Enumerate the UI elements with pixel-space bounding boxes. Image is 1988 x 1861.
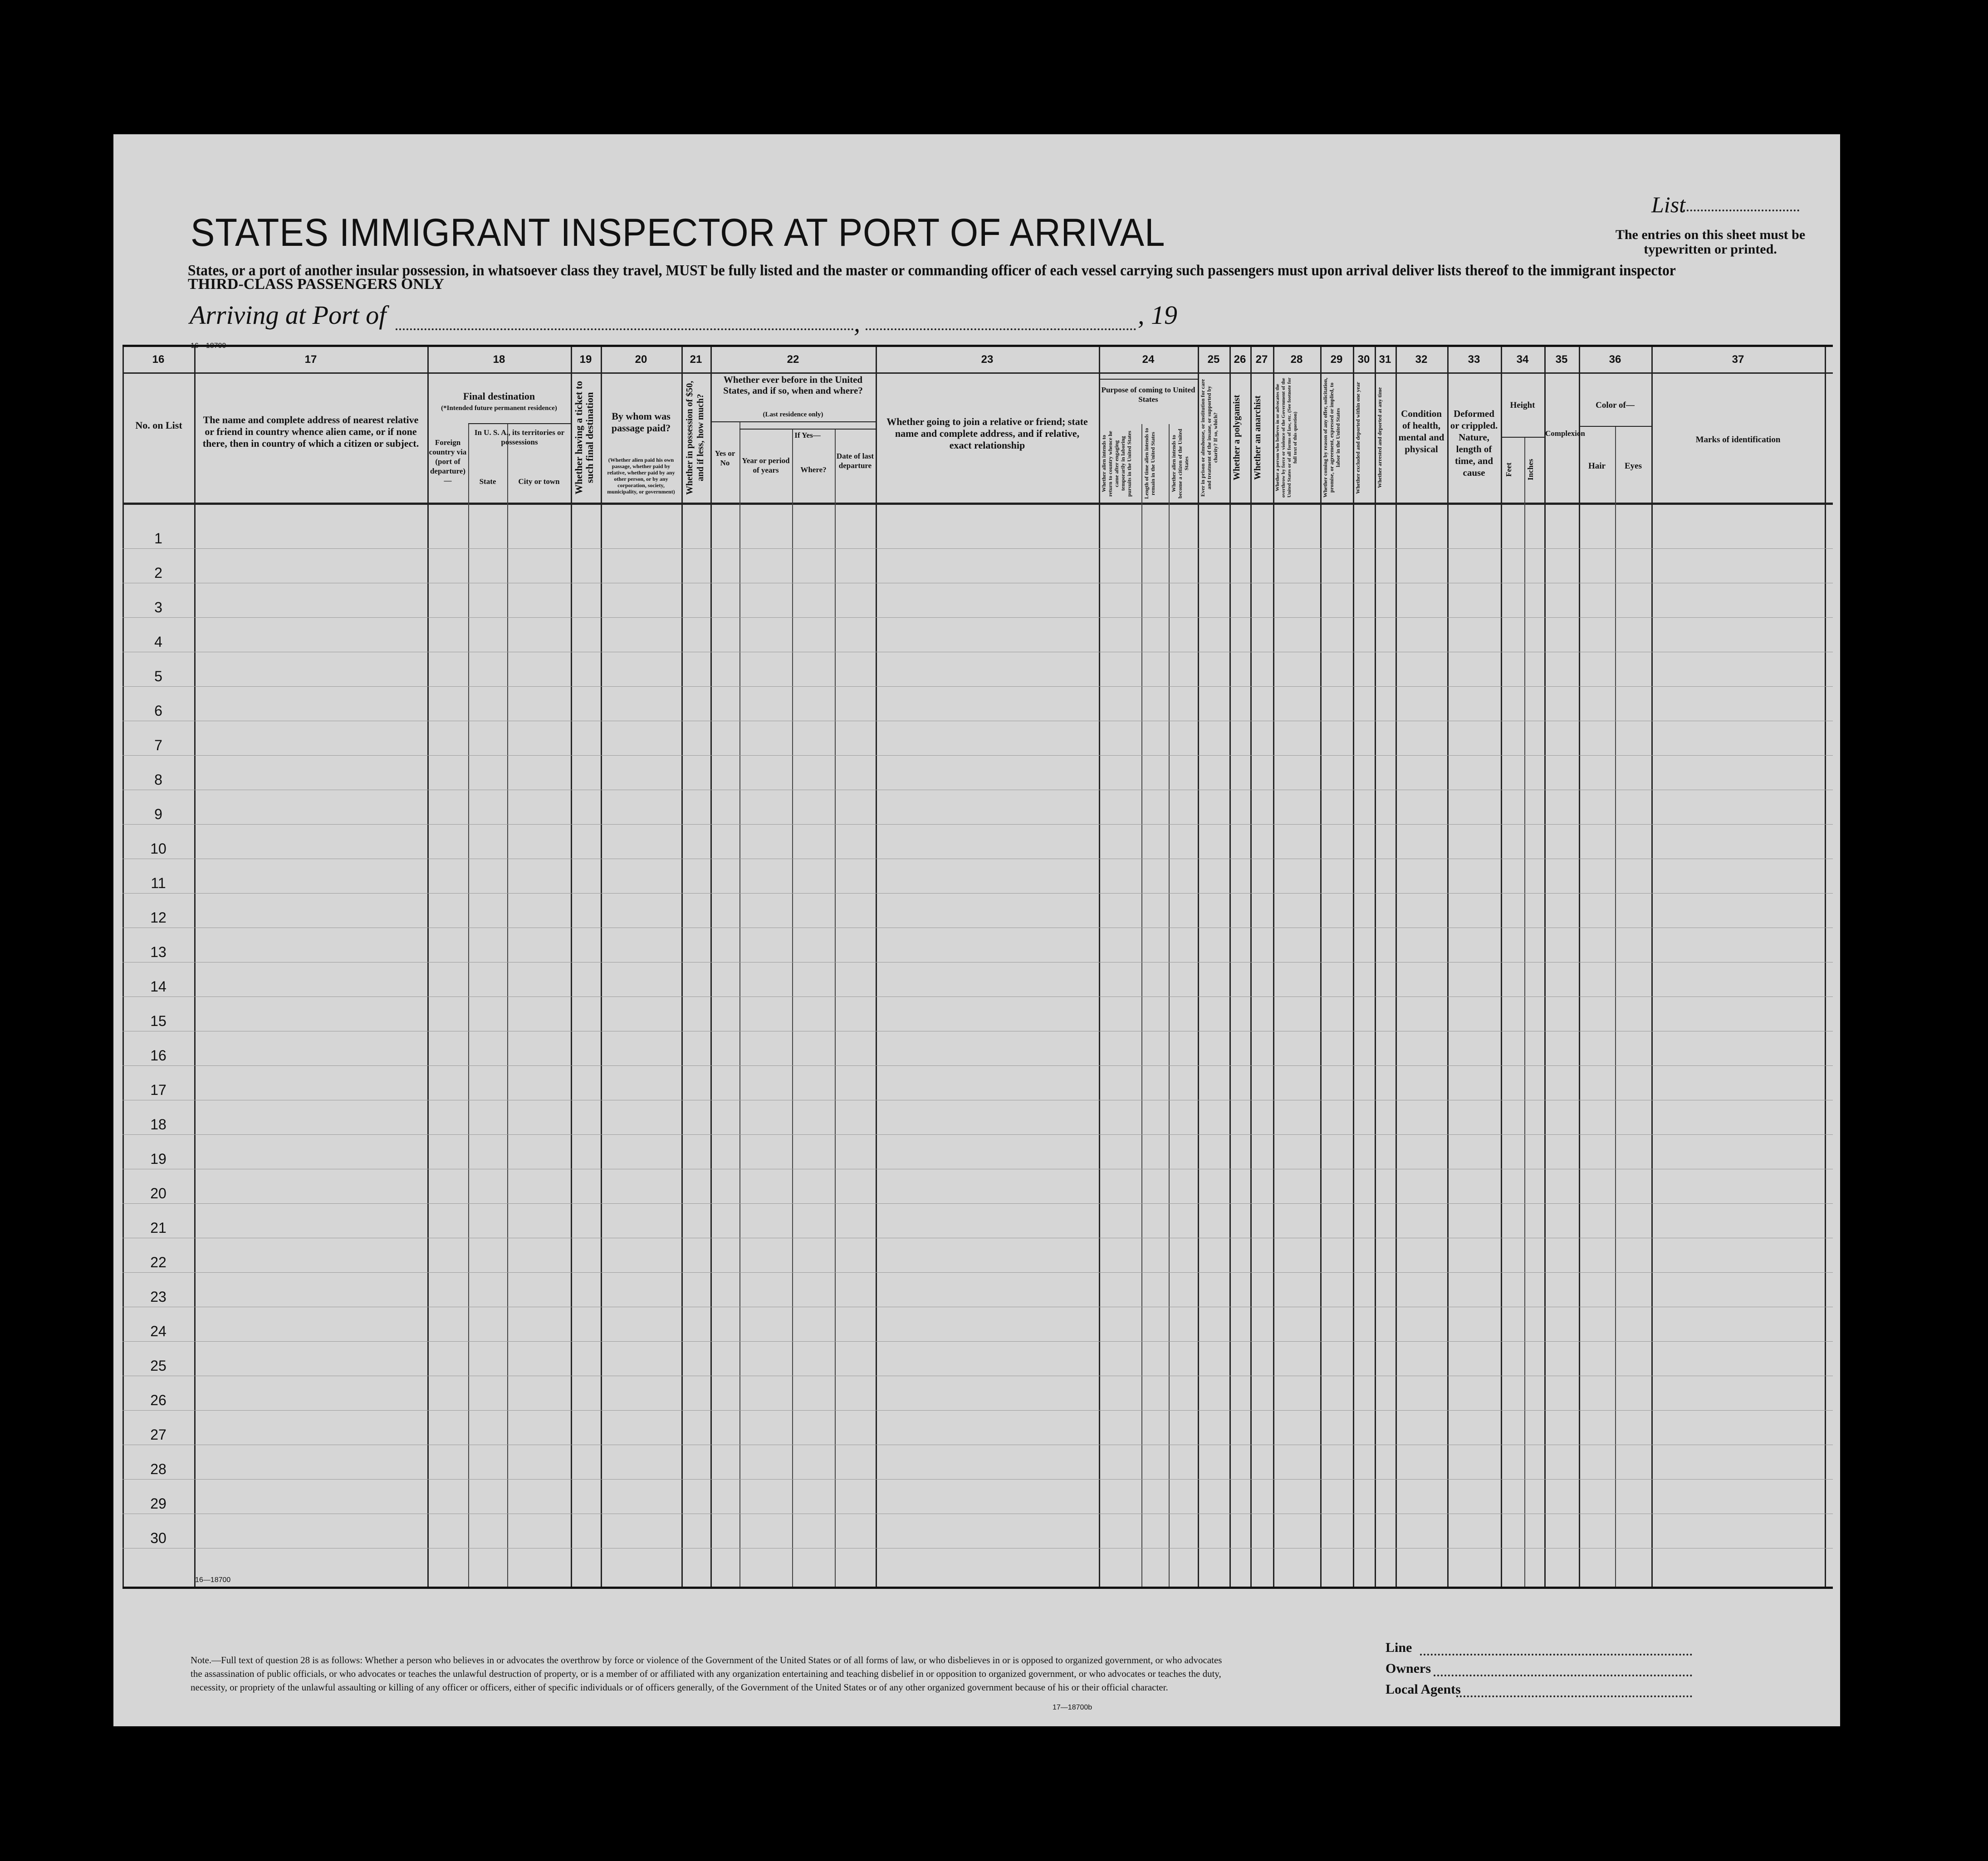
table-row[interactable] xyxy=(122,996,1833,997)
col-26-label: Whether a polygamist xyxy=(1232,395,1242,481)
table-row[interactable] xyxy=(122,1341,1833,1342)
col-37-num: 37 xyxy=(1732,353,1744,366)
row-number: 8 xyxy=(154,772,162,788)
row-number: 14 xyxy=(150,978,166,995)
col-18-foreign: Foreign country via (port of departure)— xyxy=(429,438,467,485)
local-agents-label: Local Agents xyxy=(1386,1682,1461,1697)
col-20-sub: (Whether alien paid his own passage, whether paid by relative, whether paid by any other person, or by any corporation, society, municipality, or government) xyxy=(607,457,675,495)
list-number-field[interactable] xyxy=(1683,210,1799,211)
col-18-label: Final destination xyxy=(463,391,535,402)
line-label: Line xyxy=(1386,1640,1412,1655)
row-number: 6 xyxy=(154,703,162,719)
col-22-label: Whether ever before in the United States, and if so, when and where? xyxy=(723,374,863,396)
col-24-num: 24 xyxy=(1142,353,1155,366)
col-31-num: 31 xyxy=(1379,353,1391,366)
col-23-num: 23 xyxy=(981,353,994,366)
col-32-label: Condition of health, mental and physical xyxy=(1398,408,1444,454)
col-18-num: 18 xyxy=(493,353,505,366)
row-number: 16 xyxy=(150,1047,166,1064)
col-28-num: 28 xyxy=(1290,353,1303,366)
row-number: 21 xyxy=(150,1220,166,1236)
form-number-bottom-left: 16—18700 xyxy=(195,1576,231,1584)
col-29-label: Whether coming by reason of any offer, solicitation, promise, or agreement, expressed or implied, to labor in the United States xyxy=(1322,377,1341,498)
class-line: THIRD-CLASS PASSENGERS ONLY xyxy=(188,276,444,293)
col-35-num: 35 xyxy=(1555,353,1568,366)
table-row[interactable] xyxy=(122,1134,1833,1135)
row-number: 5 xyxy=(154,668,162,684)
col-26-num: 26 xyxy=(1234,353,1246,366)
col-19-num: 19 xyxy=(579,353,592,366)
row-number: 3 xyxy=(154,599,162,615)
table-row[interactable] xyxy=(122,1479,1833,1480)
arriving-label: Arriving at Port of xyxy=(190,300,387,330)
owners-label: Owners xyxy=(1386,1661,1431,1676)
col-32-num: 32 xyxy=(1415,353,1428,366)
col-21-num: 21 xyxy=(690,353,702,366)
col-22-num: 22 xyxy=(787,353,799,366)
col-18-usa: In U. S. A., its territories or possessions xyxy=(474,428,565,446)
page-title: STATES IMMIGRANT INSPECTOR AT PORT OF ARRIVAL xyxy=(191,211,1165,254)
row-number: 28 xyxy=(150,1461,166,1477)
line-field[interactable] xyxy=(1420,1654,1692,1656)
col-16-num: 16 xyxy=(152,353,165,366)
manifest-table xyxy=(122,345,1833,1589)
footnote-q28: Note.—Full text of question 28 is as follows: Whether a person who believes in or advocates the overthrow by force or violence of the Government of the United States or of all forms of law, or who disbelieves in or is opposed to organized government, or who advocates the assassination of public officials, or who advocates or teaches the unlawful destruction of property, or is a member of or affiliated with any organization entertaining and teaching disbelief in or opposition to organized government, or who advocates or teaches the duty, necessity, or propriety of the unlawful assaulting or killing of any officer or officers, either of specific individuals or of officers generally, of the Government of the United States or of any other organized government because of his or their official character. xyxy=(191,1655,1222,1693)
col-35-label: Complexion xyxy=(1545,429,1585,438)
col-24-b: Length of time alien intends to remain in the United States xyxy=(1143,428,1156,499)
col-36-num: 36 xyxy=(1609,353,1621,366)
col-37-label: Marks of identification xyxy=(1695,435,1781,444)
col-33-label: Deformed or crippled. Nature, length of time, and cause xyxy=(1450,408,1498,478)
col-23-label: Whether going to join a relative or friend; state name and complete address, and if relative, exact relationship xyxy=(886,416,1088,451)
col-27-num: 27 xyxy=(1255,353,1268,366)
col-19-label: Whether having a ticket to such final destination xyxy=(573,381,595,495)
row-number: 20 xyxy=(150,1185,166,1202)
row-number: 22 xyxy=(150,1254,166,1270)
row-number: 2 xyxy=(154,565,162,581)
col-25-num: 25 xyxy=(1207,353,1220,366)
row-number: 25 xyxy=(150,1358,166,1374)
col-33-num: 33 xyxy=(1468,353,1480,366)
col-17-num: 17 xyxy=(304,353,317,366)
col-24-label: Purpose of coming to United States xyxy=(1101,386,1195,404)
col-31-label: Whether arrested and deported at any time xyxy=(1376,387,1383,488)
table-row[interactable] xyxy=(122,617,1833,618)
entries-note: The entries on this sheet must be typewritten or printed. xyxy=(1615,227,1806,257)
col-16-label: No. on List xyxy=(135,420,182,431)
col-22-sub: (Last residence only) xyxy=(763,411,823,418)
row-number: 7 xyxy=(154,737,162,753)
row-number: 12 xyxy=(150,909,166,926)
row-number: 27 xyxy=(150,1426,166,1443)
col-27-label: Whether an anarchist xyxy=(1253,396,1263,480)
table-row[interactable] xyxy=(122,1203,1833,1204)
col-22-where: Where? xyxy=(800,465,827,474)
col-20-label: By whom was passage paid? xyxy=(611,410,671,434)
col-30-label: Whether excluded and deported within one year xyxy=(1355,381,1361,494)
form-number-top: 16—18700 xyxy=(191,342,226,350)
col-18-sub: (*Intended future permanent residence) xyxy=(441,405,557,412)
local-agents-field[interactable] xyxy=(1456,1695,1692,1697)
col-22-year: Year or period of years xyxy=(742,456,790,474)
table-row[interactable] xyxy=(122,755,1833,756)
col-30-num: 30 xyxy=(1357,353,1370,366)
form-number-bottom-right: 17—18700b xyxy=(1053,1704,1092,1711)
table-row[interactable] xyxy=(122,1272,1833,1273)
col-18-city: City or town xyxy=(518,477,560,486)
row-number: 26 xyxy=(150,1392,166,1408)
row-number: 1 xyxy=(154,530,162,547)
table-row[interactable] xyxy=(122,824,1833,825)
list-label: List xyxy=(1651,192,1686,217)
table-row[interactable] xyxy=(122,686,1833,687)
subtitle: States, or a port of another insular possession, in whatsoever class they travel, MUST be fully listed and the master or commanding officer of each vessel carrying such passengers must upon arrival deliver lists thereof to the immigrant inspector xyxy=(188,262,1676,279)
row-number: 17 xyxy=(150,1082,166,1098)
col-24-a: Whether alien intends to return to country whence he came after engaging temporarily in laboring pursuits in the United States xyxy=(1101,430,1132,497)
col-36-label: Color of— xyxy=(1596,401,1635,410)
col-34-label: Height xyxy=(1510,401,1535,410)
row-number: 30 xyxy=(150,1530,166,1546)
col-28-label: Whether a person who believes in or advocates the overthrow by force or violence of the Government of the United States or of all forms of law, etc. (See footnote for full text of this question) xyxy=(1275,377,1298,498)
row-number: 9 xyxy=(154,806,162,822)
row-number: 15 xyxy=(150,1013,166,1029)
row-number: 11 xyxy=(151,875,166,891)
row-number: 29 xyxy=(150,1495,166,1512)
year-label: , 19 xyxy=(1138,300,1177,330)
col-25-label: Ever in prison or almshouse, or institution for care and treatment of the insane, or supported by charity? If so, which? xyxy=(1200,379,1219,497)
col-34-feet: Feet xyxy=(1504,462,1513,477)
col-22-ifyes: If Yes— xyxy=(794,431,821,440)
row-number: 18 xyxy=(150,1116,166,1133)
table-row[interactable] xyxy=(122,893,1833,894)
col-22-yesno: Yes or No xyxy=(715,449,735,467)
col-34-inches: Inches xyxy=(1526,459,1535,480)
col-36-hair: Hair xyxy=(1588,461,1606,471)
col-29-num: 29 xyxy=(1330,353,1343,366)
col-20-num: 20 xyxy=(635,353,647,366)
col-22-date: Date of last departure xyxy=(836,452,874,470)
col-18-state: State xyxy=(479,477,496,486)
row-number: 24 xyxy=(150,1323,166,1339)
row-number: 4 xyxy=(154,634,162,650)
owners-field[interactable] xyxy=(1434,1675,1692,1676)
table-row[interactable] xyxy=(122,1410,1833,1411)
date-field[interactable] xyxy=(866,328,1136,330)
row-number: 13 xyxy=(150,944,166,960)
row-number: 19 xyxy=(150,1151,166,1167)
manifest-sheet xyxy=(113,134,1840,1726)
col-34-num: 34 xyxy=(1516,353,1529,366)
col-21-label: Whether in possession of $50, and if less, how much? xyxy=(685,381,705,495)
col-17-label: The name and complete address of nearest relative or friend in country whence alien came, or if none there, then in country of which a citizen or subject. xyxy=(202,414,419,449)
col-24-c: Whether alien intends to become a citizen of the United States xyxy=(1170,429,1190,498)
port-field[interactable] xyxy=(396,328,854,330)
table-row[interactable] xyxy=(122,548,1833,549)
row-number: 10 xyxy=(150,840,166,857)
row-number: 23 xyxy=(150,1289,166,1305)
table-row[interactable] xyxy=(122,1065,1833,1066)
col-36-eyes: Eyes xyxy=(1625,461,1642,471)
comma: , xyxy=(854,309,860,337)
